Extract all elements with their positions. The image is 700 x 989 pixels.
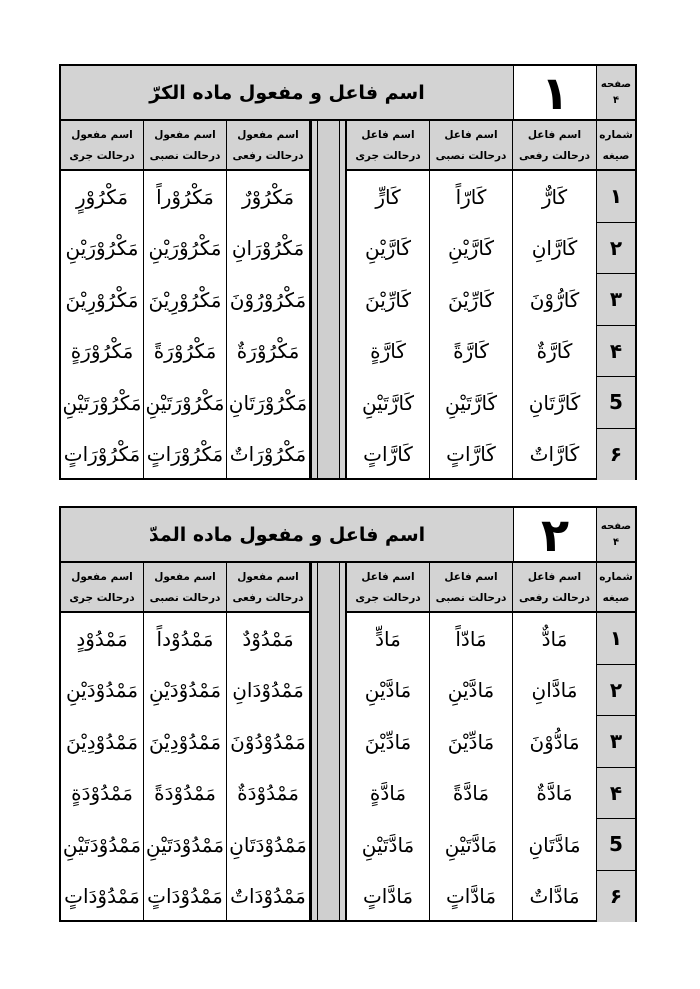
column-header xyxy=(61,121,144,171)
table-cell: مَادُّوْنَ xyxy=(513,716,597,768)
table-cell: مَمْدُوْدِيْنَ xyxy=(144,716,227,768)
table-cell: مَادَّتَيْنِ xyxy=(430,819,513,871)
column-header-line2: درحالت رفعی xyxy=(232,591,304,604)
page-label-box xyxy=(597,66,635,119)
table-cell: كَارَّيْنِ xyxy=(347,223,430,275)
column-header-line1: اسم فاعل xyxy=(527,128,582,141)
table-cell: مَمْدُوْداً xyxy=(144,613,227,665)
table-cell: مَمْدُوْدَاتٍ xyxy=(61,871,144,923)
column-header xyxy=(430,563,513,613)
table-cell: مَمْدُوْدَتَيْنِ xyxy=(61,819,144,871)
column-header-line1: اسم فاعل xyxy=(361,128,415,141)
page-number: ۴ xyxy=(612,536,620,548)
table-cell: كَارَّتَانِ xyxy=(513,377,597,429)
column-header-line1: اسم فاعل xyxy=(444,128,498,141)
column-header-line2: درحالت جری xyxy=(69,149,135,162)
table-cell: كَارٍّ xyxy=(347,171,430,223)
table-cell: مَكْرُوْرُوْنَ xyxy=(227,274,310,326)
table-cell: مَكْرُوْرَةٍ xyxy=(61,326,144,378)
table-header xyxy=(61,508,635,563)
column-header-line1: اسم مفعول xyxy=(237,570,299,583)
column-header-line2: درحالت نصبی xyxy=(435,149,507,162)
table-cell: كَارَّاتٌ xyxy=(513,429,597,481)
table-cell: مَادَّانِ xyxy=(513,665,597,717)
row-index: ١ xyxy=(597,613,635,665)
table-cell: كَارَّانِ xyxy=(513,223,597,275)
table-cell: كَارّاً xyxy=(430,171,513,223)
column-header-line2: درحالت رفعی xyxy=(518,149,591,162)
table-cell: مَكْرُوْرٍ xyxy=(61,171,144,223)
column-header-line2: درحالت نصبی xyxy=(149,591,221,604)
table-cell: كَارَّتَيْنِ xyxy=(430,377,513,429)
table-cell: مَادَّةٍ xyxy=(347,768,430,820)
table-cell: مَمْدُوْدَتَيْنِ xyxy=(144,819,227,871)
row-index: ۶ xyxy=(597,871,635,923)
row-index: 5 xyxy=(597,819,635,871)
column-header-line2: درحالت جری xyxy=(355,591,421,604)
column-header-line1: اسم مفعول xyxy=(71,570,133,583)
table-cell: كَارَّتَيْنِ xyxy=(347,377,430,429)
table-cell: مَكْرُوْرَةٌ xyxy=(227,326,310,378)
table-cell: كَارَّاتٍ xyxy=(347,429,430,481)
row-index: ١ xyxy=(597,171,635,223)
table-header xyxy=(61,66,635,121)
index-header-line2: صیغه xyxy=(602,591,630,604)
table-cell: مَمْدُوْدَاتٍ xyxy=(144,871,227,923)
column-header-line2: درحالت جری xyxy=(355,149,421,162)
table-title: اسم فاعل و مفعول ماده الكرّ xyxy=(61,66,514,119)
page-label: صفحه xyxy=(600,78,632,90)
column-header-line1: اسم فاعل xyxy=(361,570,415,583)
row-index: ٢ xyxy=(597,223,635,275)
column-header xyxy=(144,121,227,171)
table-cell: مَكْرُوْراً xyxy=(144,171,227,223)
column-header-line1: اسم مفعول xyxy=(71,128,133,141)
separator-column xyxy=(310,563,347,920)
column-header-line1: اسم فاعل xyxy=(444,570,498,583)
table-cell: مَمْدُوْدٍ xyxy=(61,613,144,665)
column-header-line2: درحالت جری xyxy=(69,591,135,604)
table-cell: مَمْدُوْدَيْنِ xyxy=(144,665,227,717)
table-cell: مَمْدُوْدَةٌ xyxy=(227,768,310,820)
column-header-line1: اسم مفعول xyxy=(154,128,216,141)
index-header xyxy=(597,563,635,613)
table-cell: مَادَّاتٍ xyxy=(347,871,430,923)
table-cell: مَمْدُوْدَتَانِ xyxy=(227,819,310,871)
column-header-line2: درحالت رفعی xyxy=(232,149,304,162)
table-cell: مَمْدُوْدَاتٌ xyxy=(227,871,310,923)
table-cell: كَارَّةٌ xyxy=(513,326,597,378)
column-header xyxy=(227,563,310,613)
table-cell: مَكْرُوْرَاتٌ xyxy=(227,429,310,481)
column-header-line2: درحالت نصبی xyxy=(435,591,507,604)
row-index: ٣ xyxy=(597,716,635,768)
table-cell: مَكْرُوْرٌ xyxy=(227,171,310,223)
row-index: ٣ xyxy=(597,274,635,326)
table-cell: مَكْرُوْرَتَانِ xyxy=(227,377,310,429)
separator-inner xyxy=(317,563,340,920)
table-cell: مَادَّيْنِ xyxy=(430,665,513,717)
page-label-box xyxy=(597,508,635,561)
table-cell: مَادٍّ xyxy=(347,613,430,665)
table-cell: مَمْدُوْدَيْنِ xyxy=(61,665,144,717)
separator-column xyxy=(310,121,347,478)
row-index: ۶ xyxy=(597,429,635,481)
table-cell: مَكْرُوْرَيْنِ xyxy=(61,223,144,275)
separator-inner xyxy=(317,121,340,478)
table-number: ١ xyxy=(514,66,597,119)
table-cell: مَادَّيْنِ xyxy=(347,665,430,717)
page-label: صفحه xyxy=(600,520,632,532)
column-header xyxy=(227,121,310,171)
table-cell: مَكْرُوْرَاتٍ xyxy=(144,429,227,481)
row-index: ۴ xyxy=(597,768,635,820)
table-cell: كَارُّوْنَ xyxy=(513,274,597,326)
table-cell: مَكْرُوْرَانِ xyxy=(227,223,310,275)
table-cell: كَارَّةً xyxy=(430,326,513,378)
column-header xyxy=(513,563,597,613)
index-header-line1: شماره xyxy=(599,570,633,583)
table-cell: مَادٌّ xyxy=(513,613,597,665)
column-header-line1: اسم مفعول xyxy=(237,128,299,141)
column-header xyxy=(144,563,227,613)
conjugation-table-1 xyxy=(59,64,637,480)
page-number: ۴ xyxy=(612,94,620,106)
row-index: ٢ xyxy=(597,665,635,717)
table-cell: مَكْرُوْرَةً xyxy=(144,326,227,378)
row-index: 5 xyxy=(597,377,635,429)
table-cell: مَادَّةً xyxy=(430,768,513,820)
table-cell: مَادِّيْنَ xyxy=(347,716,430,768)
column-header-line1: اسم مفعول xyxy=(154,570,216,583)
table-cell: مَادِّيْنَ xyxy=(430,716,513,768)
table-cell: مَكْرُوْرَتَيْنِ xyxy=(61,377,144,429)
table-cell: مَادَّةٌ xyxy=(513,768,597,820)
table-cell: مَمْدُوْدَةٍ xyxy=(61,768,144,820)
column-header-line1: اسم فاعل xyxy=(527,570,582,583)
column-header xyxy=(430,121,513,171)
table-title: اسم فاعل و مفعول ماده المدّ xyxy=(61,508,514,561)
index-header-line2: صیغه xyxy=(602,149,630,162)
table-cell: مَكْرُوْرِيْنَ xyxy=(61,274,144,326)
table-cell: مَمْدُوْدِيْنَ xyxy=(61,716,144,768)
table-cell: مَمْدُوْدُوْنَ xyxy=(227,716,310,768)
table-cell: كَارِّيْنَ xyxy=(347,274,430,326)
table-cell: مَكْرُوْرَاتٍ xyxy=(61,429,144,481)
table-cell: مَكْرُوْرَتَيْنِ xyxy=(144,377,227,429)
table-cell: مَادّاً xyxy=(430,613,513,665)
table-cell: مَادَّتَيْنِ xyxy=(347,819,430,871)
index-header xyxy=(597,121,635,171)
column-header-line2: درحالت نصبی xyxy=(149,149,221,162)
conjugation-table-2 xyxy=(59,506,637,922)
table-cell: كَارَّةٍ xyxy=(347,326,430,378)
table-cell: مَادَّتَانِ xyxy=(513,819,597,871)
table-cell: مَكْرُوْرِيْنَ xyxy=(144,274,227,326)
column-header-line2: درحالت رفعی xyxy=(518,591,591,604)
column-header xyxy=(347,563,430,613)
table-number: ٢ xyxy=(514,508,597,561)
table-cell: كَارَّاتٍ xyxy=(430,429,513,481)
table-cell: كَارِّيْنَ xyxy=(430,274,513,326)
table-cell: كَارٌّ xyxy=(513,171,597,223)
table-cell: مَكْرُوْرَيْنِ xyxy=(144,223,227,275)
table-cell: كَارَّيْنِ xyxy=(430,223,513,275)
table-cell: مَمْدُوْدٌ xyxy=(227,613,310,665)
column-header xyxy=(513,121,597,171)
column-header xyxy=(347,121,430,171)
table-cell: مَمْدُوْدَانِ xyxy=(227,665,310,717)
index-header-line1: شماره xyxy=(599,128,633,141)
row-index: ۴ xyxy=(597,326,635,378)
table-cell: مَادَّاتٍ xyxy=(430,871,513,923)
table-cell: مَمْدُوْدَةً xyxy=(144,768,227,820)
column-header xyxy=(61,563,144,613)
table-cell: مَادَّاتٌ xyxy=(513,871,597,923)
